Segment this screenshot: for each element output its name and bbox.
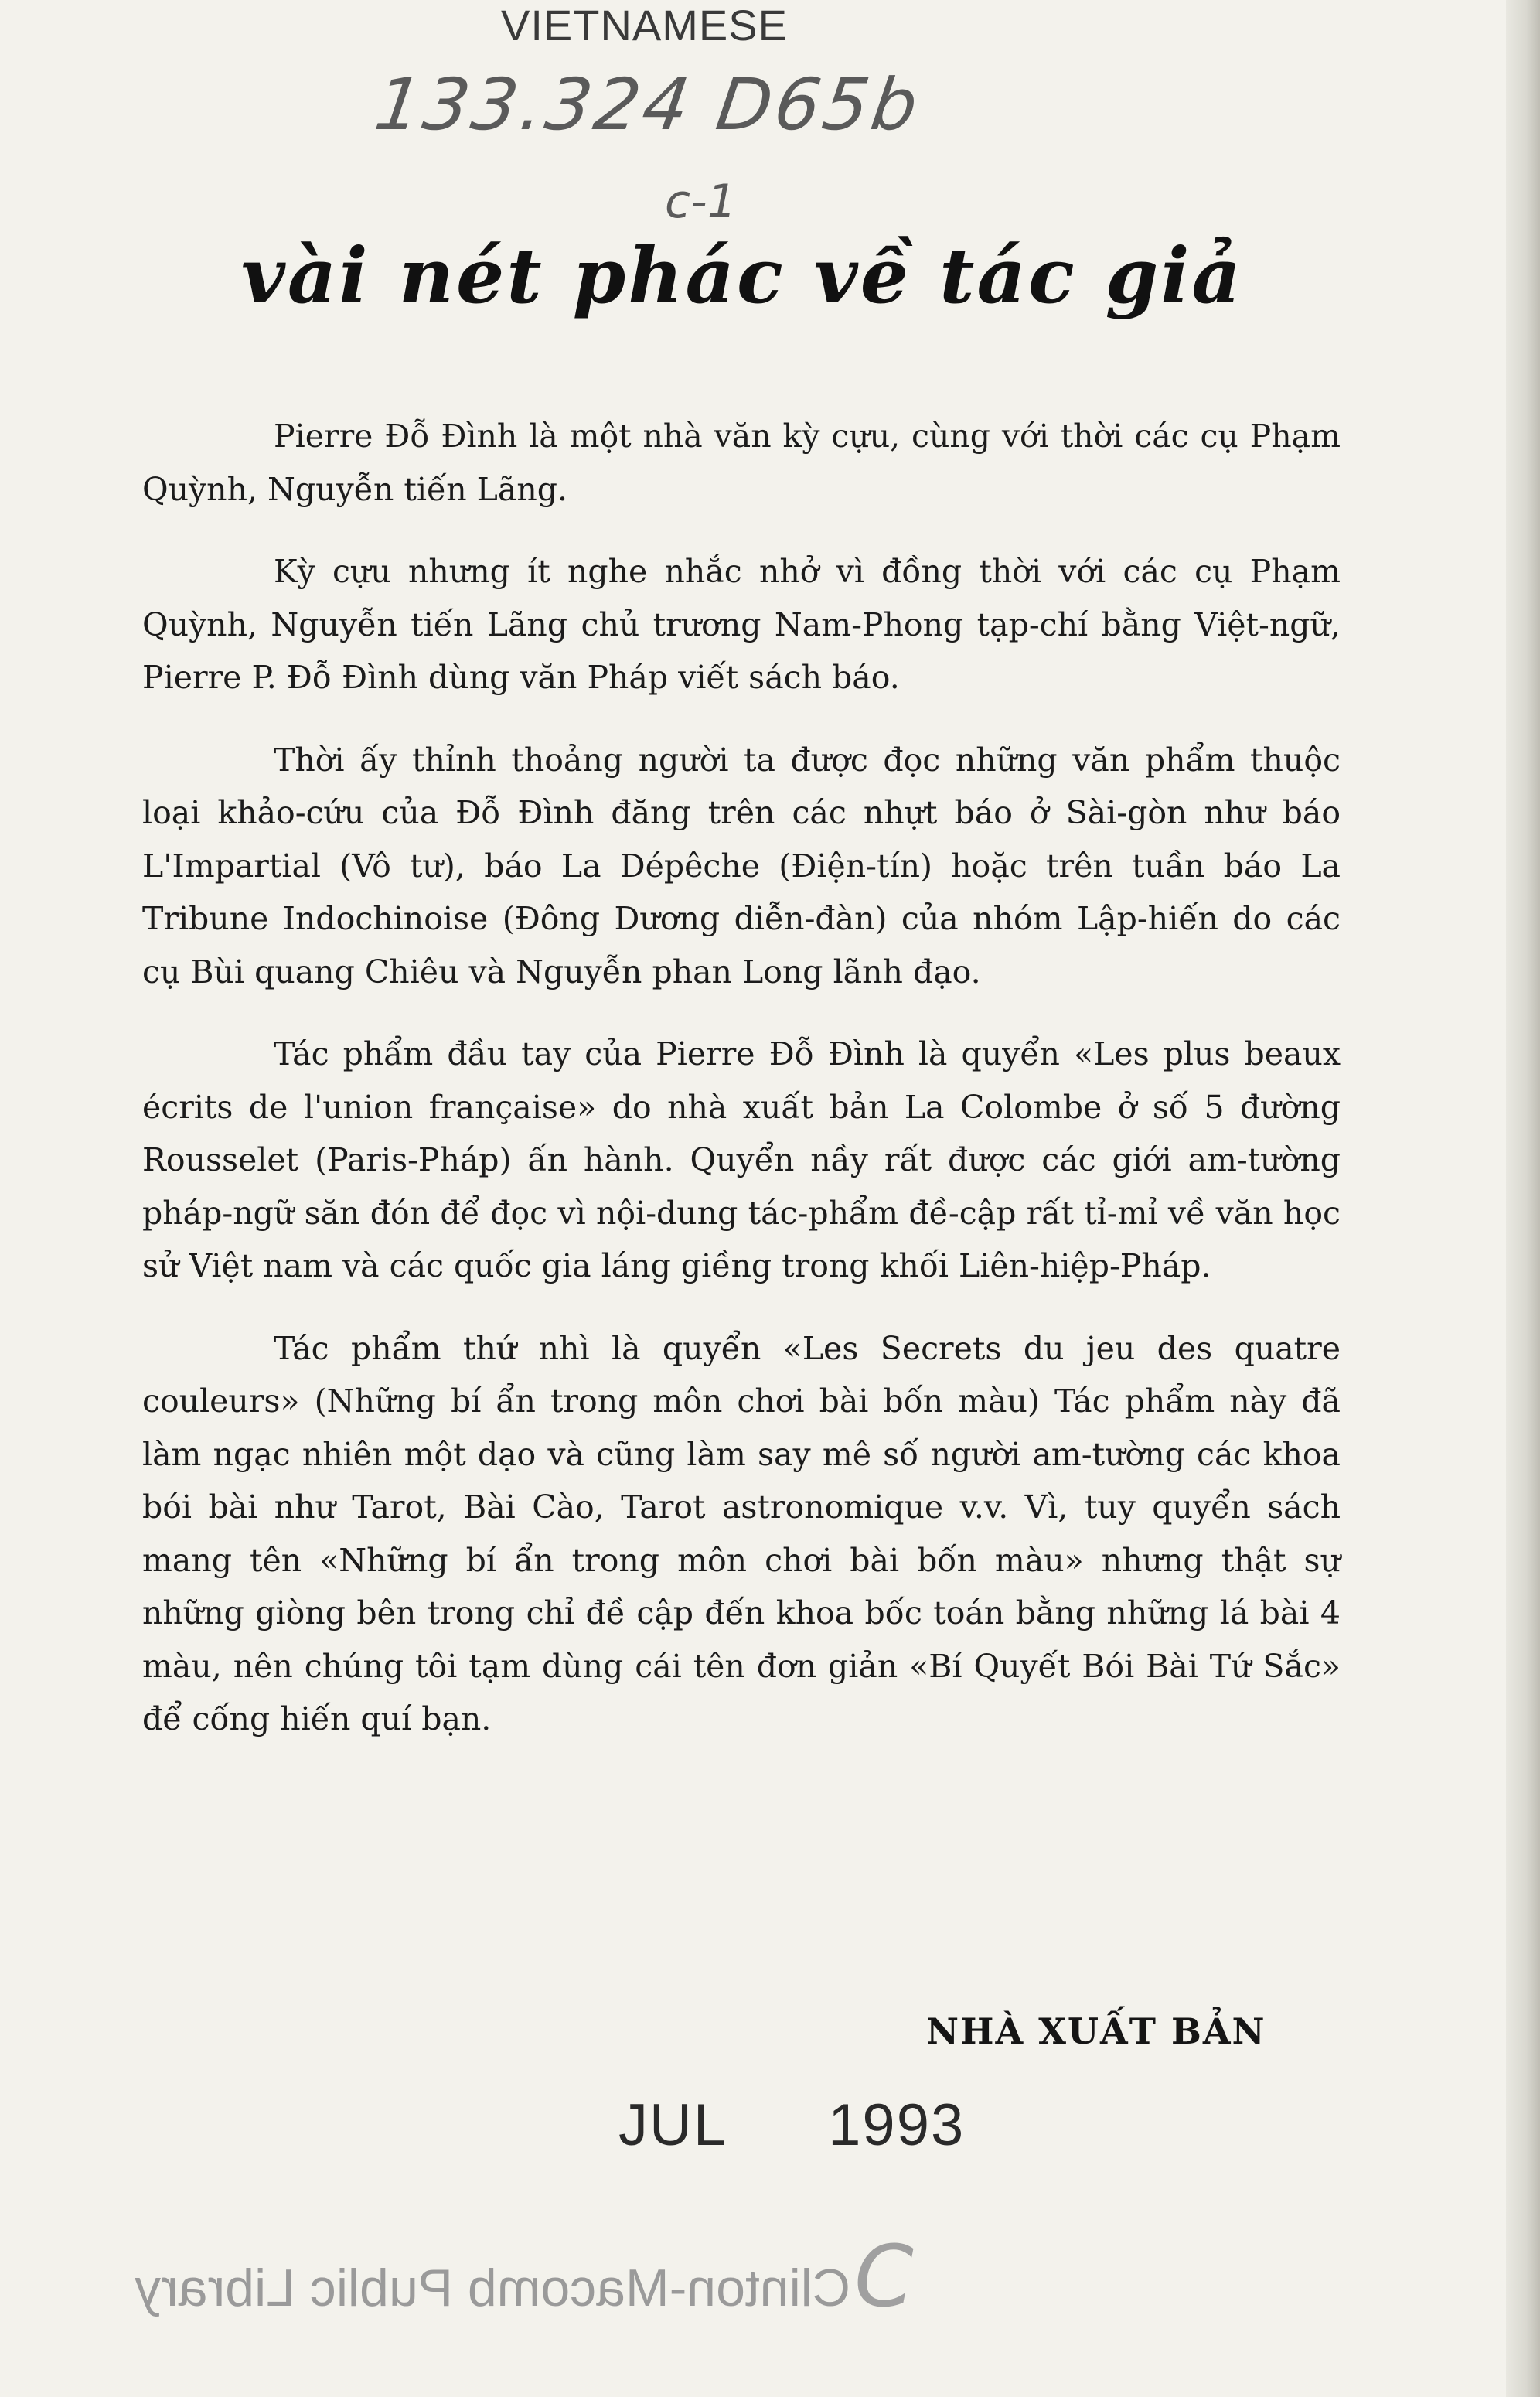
paragraph-2: Kỳ cựu nhưng ít nghe nhắc nhở vì đồng thời với các cụ Phạm Quỳnh, Nguyễn tiến Lãng chủ trương Nam-Phong tạp-chí bằng Việt-ngữ, Pierre P. Đỗ Đình dùng văn Pháp viết sách báo. (142, 553, 1341, 696)
copy-mark: c-1 (665, 175, 737, 229)
language-stamp: VIETNAMESE (501, 1, 788, 49)
page-title: vài nét phác về tác giả (240, 232, 1244, 321)
date-stamp-month: JUL (618, 2092, 728, 2158)
date-stamp (618, 2092, 965, 2159)
body-text (142, 410, 1341, 1775)
paragraph-4: Tác phẩm đầu tay của Pierre Đỗ Đình là quyển «Les plus beaux écrits de l'union française» do nhà xuất bản La Colombe ở số 5 đường Rousselet (Paris-Pháp) ấn hành. Quyển nầy rất được các giới am-tường pháp-ngữ săn đón để đọc vì nội-dung tác-phẩm đề-cập rất tỉ-mỉ về văn học sử Việt nam và các quốc gia láng giềng trong khối Liên-hiệp-Pháp. (142, 1035, 1341, 1284)
library-stamp: Clinton-Macomb Public Library (135, 2259, 850, 2317)
paragraph-5: Tác phẩm thứ nhì là quyển «Les Secrets du jeu des quatre couleurs» (Những bí ẩn trong môn chơi bài bốn màu) Tác phẩm này đã làm ngạc nhiên một dạo và cũng làm say mê số người am-tường các khoa bói bài như Tarot, Bài Cào, Tarot astronomique v.v. Vì, tuy quyển sách mang tên «Những bí ẩn trong môn chơi bài bốn màu» nhưng thật sự những giòng bên trong chỉ đề cập đến khoa bốc toán bằng những lá bài 4 màu, nên chúng tôi tạm dùng cái tên đơn giản «Bí Quyết Bói Bài Tứ Sắc» để cống hiến quí bạn. (142, 1329, 1341, 1737)
paragraph-3: Thời ấy thỉnh thoảng người ta được đọc những văn phẩm thuộc loại khảo-cứu của Đỗ Đình đăng trên các nhựt báo ở Sài-gòn như báo L'Impartial (Vô tư), báo La Dépêche (Điện-tín) hoặc trên tuần báo La Tribune Indochinoise (Đông Dương diễn-đàn) của nhóm Lập-hiến do các cụ Bùi quang Chiêu và Nguyễn phan Long lãnh đạo. (142, 741, 1341, 991)
publisher-signature: NHÀ XUẤT BẢN (926, 2010, 1266, 2052)
paragraph-1: Pierre Đỗ Đình là một nhà văn kỳ cựu, cùng với thời các cụ Phạm Quỳnh, Nguyễn tiến Lãng. (142, 418, 1341, 508)
page-edge (1506, 0, 1540, 2397)
library-handwriting: C (854, 2227, 914, 2326)
date-stamp-year: 1993 (828, 2092, 966, 2158)
call-number: 133.324 D65b (370, 63, 926, 146)
